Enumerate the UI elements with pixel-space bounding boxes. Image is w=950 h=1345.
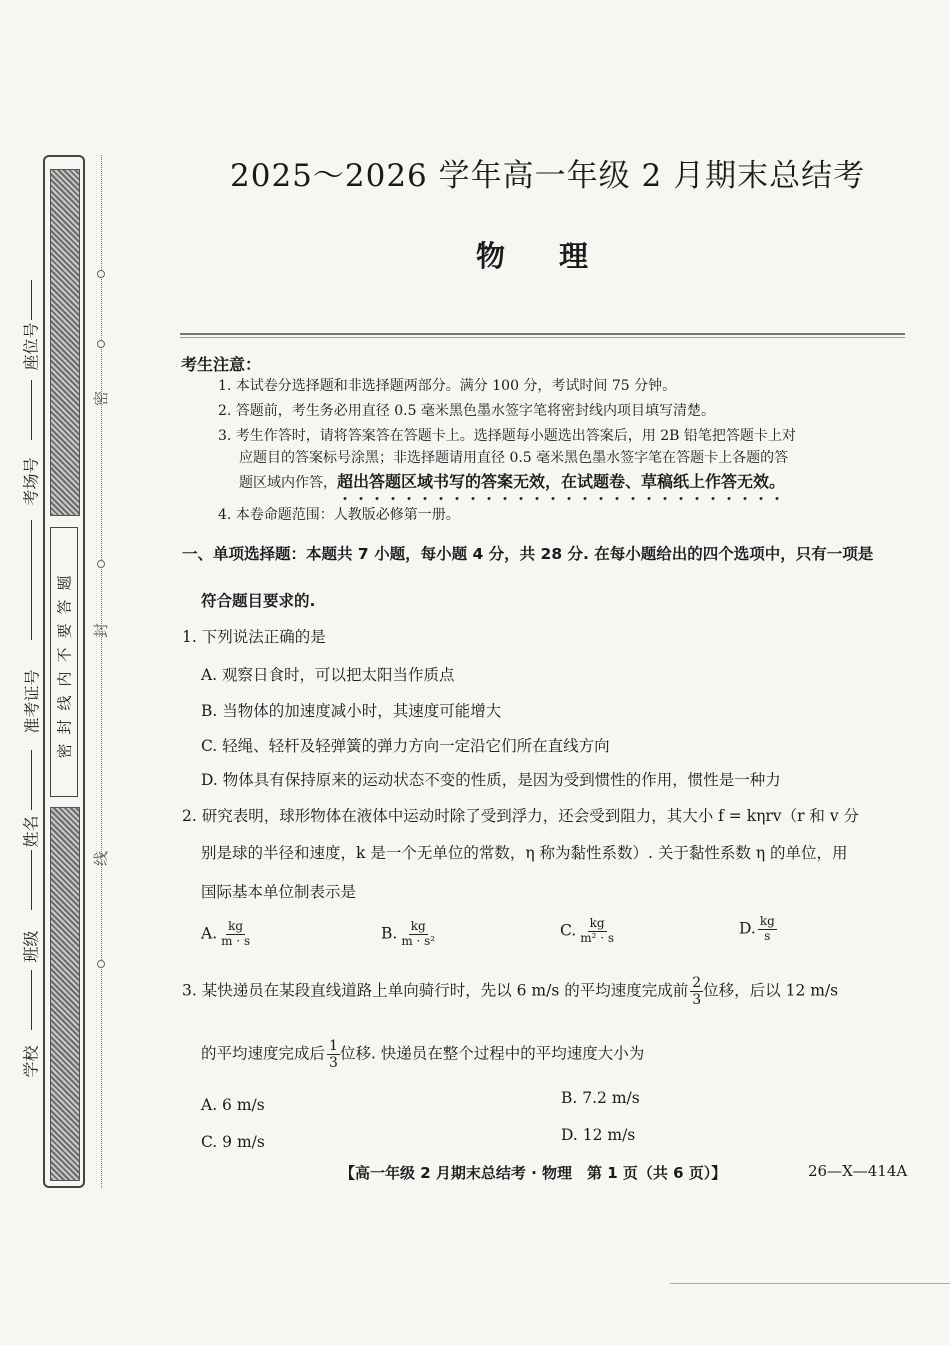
fraction-numerator: kg (589, 916, 605, 930)
q3-option-b: B. 7.2 m/s (561, 1089, 640, 1107)
fraction-numerator: kg (410, 919, 426, 933)
fraction-denominator: m · s (221, 933, 251, 948)
q1-stem: 1. 下列说法正确的是 (182, 628, 326, 646)
q1-option-a: A. 观察日食时，可以把太阳当作质点 (201, 666, 455, 684)
fraction-two-thirds (690, 975, 703, 1008)
blank-line (31, 280, 32, 320)
scan-edge (670, 1283, 950, 1284)
seal-line (101, 155, 102, 1188)
section-heading: 一、单项选择题：本题共 7 小题，每小题 4 分，共 28 分. 在每小题给出的四个选项中，只有一项是 (182, 545, 874, 563)
option-label: A. (201, 924, 218, 943)
q3-line2 (201, 1038, 644, 1071)
q2-option-c (560, 917, 616, 946)
notice-item-3: 3. 考生作答时，请将答案答在答题卡上。选择题每小题选出答案后，用 2B 铅笔把答题卡上对 (218, 428, 796, 444)
q2-option-a (201, 920, 252, 949)
page-footer: 【高一年级 2 月期末总结考 · 物理 第 1 页（共 6 页）】 (340, 1164, 727, 1182)
fraction-numerator: kg (228, 919, 244, 933)
notice-emphasis: 超出答题区域书写的答案无效，在试题卷、草稿纸上作答无效。 (337, 469, 785, 492)
seal-mark-mi: 密 (92, 390, 111, 407)
notice-item-3-tail: 题区域内作答， (239, 475, 337, 491)
notice-item-3-cont: 应题目的答案标号涂黑；非选择题请用直径 0.5 毫米黑色墨水签字笔在答题卡上各题的答 (239, 450, 789, 466)
fraction-numerator: 2 (692, 975, 702, 991)
exam-title: 2025～2026 学年高一年级 2 月期末总结考 (230, 158, 866, 194)
q2-option-b (381, 920, 437, 949)
seal-dot (97, 960, 105, 968)
exam-code: 26—X—414A (808, 1162, 908, 1180)
q1-option-d: D. 物体具有保持原来的运动状态不变的性质，是因为受到惯性的作用，惯性是一种力 (201, 771, 781, 789)
blank-line (31, 380, 32, 440)
seal-notice-text: 密封线内不要答题 (55, 565, 74, 759)
blank-line (31, 850, 32, 910)
q2-line3: 国际基本单位制表示是 (201, 883, 357, 901)
q1-option-b: B. 当物体的加速度减小时，其速度可能增大 (201, 702, 502, 720)
seal-dot (97, 270, 105, 278)
q3-text: 的平均速度完成后 (201, 1044, 326, 1063)
q2-line1: 2. 研究表明，球形物体在液体中运动时除了受到浮力，还会受到阻力，其大小 f = kηrv（r 和 v 分 (182, 807, 860, 825)
notice-item-1: 1. 本试卷分选择题和非选择题两部分。满分 100 分，考试时间 75 分钟。 (218, 378, 677, 394)
fraction-denominator: m² · s (580, 930, 615, 945)
notice-item-3-cont2 (239, 469, 785, 492)
seal-mark-xian: 线 (92, 850, 111, 867)
notice-item-2: 2. 答题前，考生务必用直径 0.5 毫米黑色墨水签字笔将密封线内项目填写清楚。 (218, 403, 715, 419)
unit-fraction (578, 917, 616, 946)
divider (180, 333, 905, 335)
fraction-denominator: 3 (692, 992, 702, 1009)
seal-notice-box (50, 527, 78, 797)
q3-line1 (182, 975, 838, 1008)
field-exam-room: 考场号 (21, 457, 41, 506)
blank-line (31, 970, 32, 1030)
unit-fraction (219, 920, 252, 949)
field-admission-number: 准考证号 (22, 669, 42, 734)
fraction-denominator: s (764, 928, 771, 943)
q3-text: 位移. 快递员在整个过程中的平均速度大小为 (339, 1044, 645, 1063)
notice-title: 考生注意： (181, 355, 262, 374)
unit-fraction (399, 920, 437, 949)
option-label: C. (560, 921, 577, 940)
option-label: D. (739, 919, 756, 938)
fraction-denominator: 3 (329, 1055, 338, 1072)
unit-fraction (758, 915, 777, 944)
q2-line2: 别是球的半径和速度，k 是一个无单位的常数，η 称为黏性系数）. 关于黏性系数 η 的单位，用 (201, 844, 848, 862)
field-seat-number: 座位号 (21, 322, 41, 371)
option-label: B. (381, 924, 398, 943)
notice-item-4: 4. 本卷命题范围：人教版必修第一册。 (218, 507, 460, 523)
hatch-top (50, 169, 80, 516)
field-class: 班级 (21, 930, 41, 963)
q3-option-a: A. 6 m/s (201, 1096, 265, 1114)
field-school: 学校 (21, 1045, 41, 1078)
binding-margin (43, 155, 85, 1188)
blank-line (31, 750, 32, 810)
q3-text: 3. 某快递员在某段直线道路上单向骑行时，先以 6 m/s 的平均速度完成前 (182, 981, 689, 1000)
q3-option-c: C. 9 m/s (201, 1133, 265, 1151)
seal-mark-feng: 封 (92, 622, 111, 639)
q1-option-c: C. 轻绳、轻杆及轻弹簧的弹力方向一定沿它们所在直线方向 (201, 737, 610, 755)
field-name: 姓名 (21, 815, 41, 848)
seal-dot (97, 340, 105, 348)
q2-option-d (739, 915, 777, 944)
q3-text: 位移，后以 12 m/s (703, 981, 839, 1000)
fraction-denominator: m · s² (401, 933, 436, 948)
q3-option-d: D. 12 m/s (561, 1126, 636, 1144)
fraction-numerator: 1 (329, 1038, 338, 1054)
section-heading-cont: 符合题目要求的. (201, 592, 316, 610)
hatch-bottom (50, 807, 80, 1181)
divider (180, 337, 905, 338)
fraction-numerator: kg (759, 914, 775, 928)
fraction-one-third (327, 1038, 340, 1071)
seal-dot (97, 560, 105, 568)
blank-line (31, 520, 32, 640)
subject-title: 物理 (476, 239, 643, 273)
